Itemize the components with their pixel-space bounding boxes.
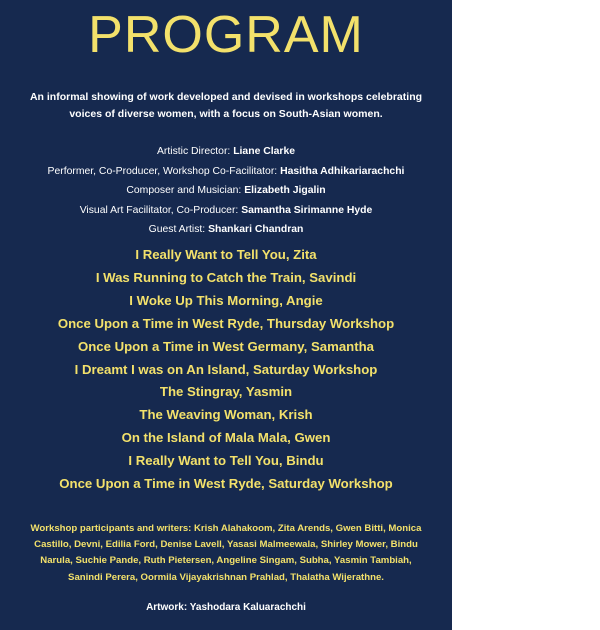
credit-line bbox=[6, 181, 446, 201]
program-piece: Once Upon a Time in West Germany, Samantha bbox=[77, 338, 375, 354]
program-piece: Once Upon a Time in West Ryde, Thursday Workshop bbox=[57, 315, 395, 331]
participants-text: Workshop participants and writers: Krish Alahakoom, Zita Arends, Gwen Bitti, Monica Castillo, Devni, Edilia Ford, Denise Lavell, Yasasi Malmeewala, Shirley Mower, Bindu Narula, Suchie Pande, Ruth Pietersen, Angeline Singam, Subha, Yasmin Tambiah, Sanindi Perera, Oormila Vijayakrishnan Prahlad, Thalatha Wijerathne. bbox=[30, 523, 422, 583]
program-piece: I Woke Up This Morning, Angie bbox=[129, 292, 323, 308]
credit-line bbox=[6, 142, 446, 162]
credit-name: Hasitha Adhikariarachchi bbox=[280, 165, 405, 177]
credit-line bbox=[6, 162, 446, 182]
program-piece: I Was Running to Catch the Train, Savindi bbox=[95, 269, 357, 285]
program-piece: On the Island of Mala Mala, Gwen bbox=[121, 430, 331, 446]
program-piece: I Really Want to Tell You, Bindu bbox=[128, 453, 324, 469]
credit-role: Visual Art Facilitator, Co-Producer: bbox=[79, 204, 242, 216]
program-piece: Once Upon a Time in West Ryde, Saturday Workshop bbox=[59, 476, 393, 492]
credits-list bbox=[6, 142, 446, 240]
page-title: PROGRAM bbox=[88, 6, 364, 64]
credit-role: Composer and Musician: bbox=[126, 185, 245, 197]
intro-text: An informal showing of work developed and devised in workshops celebrating voices of diverse women, with a focus on South-Asian women. bbox=[29, 91, 423, 120]
credit-line bbox=[6, 220, 446, 240]
artwork-credit: Artwork: Yashodara Kaluarachchi bbox=[146, 602, 306, 613]
credit-line bbox=[6, 201, 446, 221]
credit-role: Artistic Director: bbox=[156, 146, 234, 157]
credit-name: Elizabeth Jigalin bbox=[244, 185, 326, 197]
program-piece: I Really Want to Tell You, Zita bbox=[135, 247, 317, 262]
program-piece: I Dreamt I was on An Island, Saturday Workshop bbox=[74, 361, 378, 377]
credit-name: Samantha Sirimanne Hyde bbox=[241, 204, 373, 216]
credit-role: Performer, Co-Producer, Workshop Co-Facilitator: bbox=[47, 165, 281, 177]
credit-role: Guest Artist: bbox=[148, 224, 209, 236]
credit-name: Shankari Chandran bbox=[208, 224, 304, 236]
program-piece: The Stingray, Yasmin bbox=[159, 384, 293, 400]
credit-name: Liane Clarke bbox=[233, 146, 295, 157]
program-pieces-list bbox=[6, 244, 446, 496]
program-piece: The Weaving Woman, Krish bbox=[139, 407, 313, 423]
